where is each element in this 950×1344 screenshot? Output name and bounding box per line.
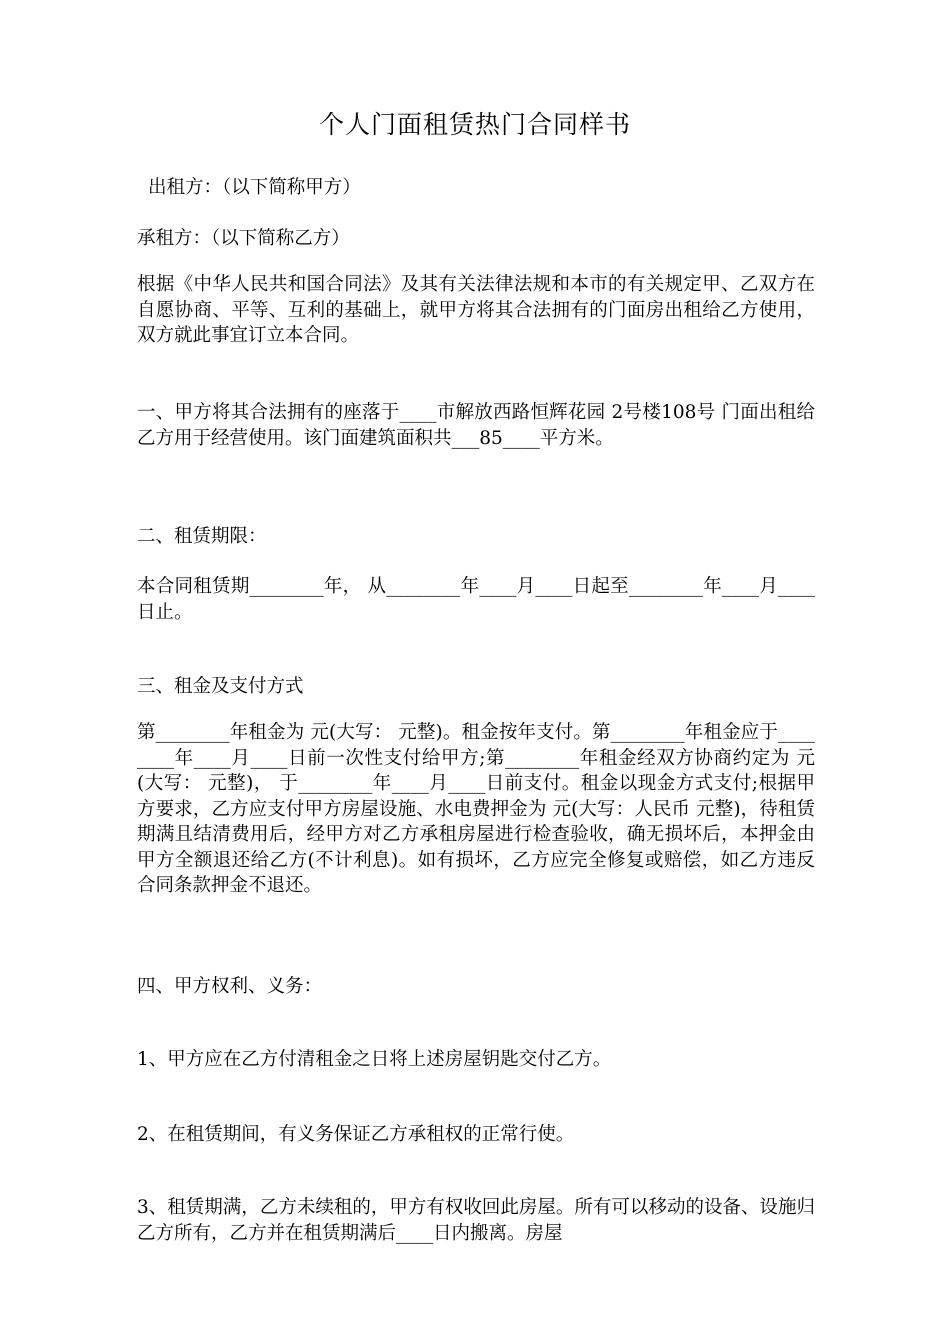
document-title: 个人门面租赁热门合同样书	[318, 110, 631, 139]
clause-3-body: 第________年租金为 元(大写： 元整)。租金按年支付。第________年租金应于________年____月____日前一次性支付给甲方;第________年租金经双方协商约定为 元(大写： 元整)， 于________年____月____日前支付。租金以现金方式支付;根据甲方要求，乙方应支付甲方房屋设施、水电费押金为 元(大写：人民币 元整)，待租赁期满且结清费用后，经甲方对乙方承租房屋进行检查验收，确无损坏后，本押金由甲方全额退还给乙方(不计利息)。如有损坏，乙方应完全修复或赔偿，如乙方违反合同条款押金不退还。	[137, 722, 815, 896]
clause-1-paragraph: 一、甲方将其合法拥有的座落于____市解放西路恒辉花园 2号楼108号 门面出租给乙方用于经营使用。该门面建筑面积共___85____平方米。	[137, 402, 815, 449]
clause-4-item-2: 2、在租赁期间，有义务保证乙方承租权的正常行使。	[137, 1124, 575, 1145]
clause-3-heading: 三、租金及支付方式	[137, 676, 304, 697]
preamble-paragraph: 根据《中华人民共和国合同法》及其有关法律法规和本市的有关规定甲、乙双方在自愿协商、平等、互利的基础上，就甲方将其合法拥有的门面房出租给乙方使用，双方就此事宜订立本合同。	[137, 274, 815, 346]
lessor-line: 出租方：（以下简称甲方）	[148, 177, 361, 198]
clause-4-heading: 四、甲方权利、义务：	[137, 976, 323, 997]
lessee-line: 承租方：（以下简称乙方）	[137, 228, 350, 249]
clause-4-item-3: 3、租赁期满，乙方未续租的，甲方有权收回此房屋。所有可以移动的设备、设施归乙方所有，乙方并在租赁期满后____日内搬离。房屋	[137, 1197, 815, 1244]
clause-4-item-1: 1、甲方应在乙方付清租金之日将上述房屋钥匙交付乙方。	[137, 1049, 612, 1070]
clause-2-body: 本合同租赁期________年， 从________年____月____日起至________年____月____日止。	[137, 576, 815, 623]
clause-2-heading: 二、租赁期限：	[137, 526, 267, 547]
